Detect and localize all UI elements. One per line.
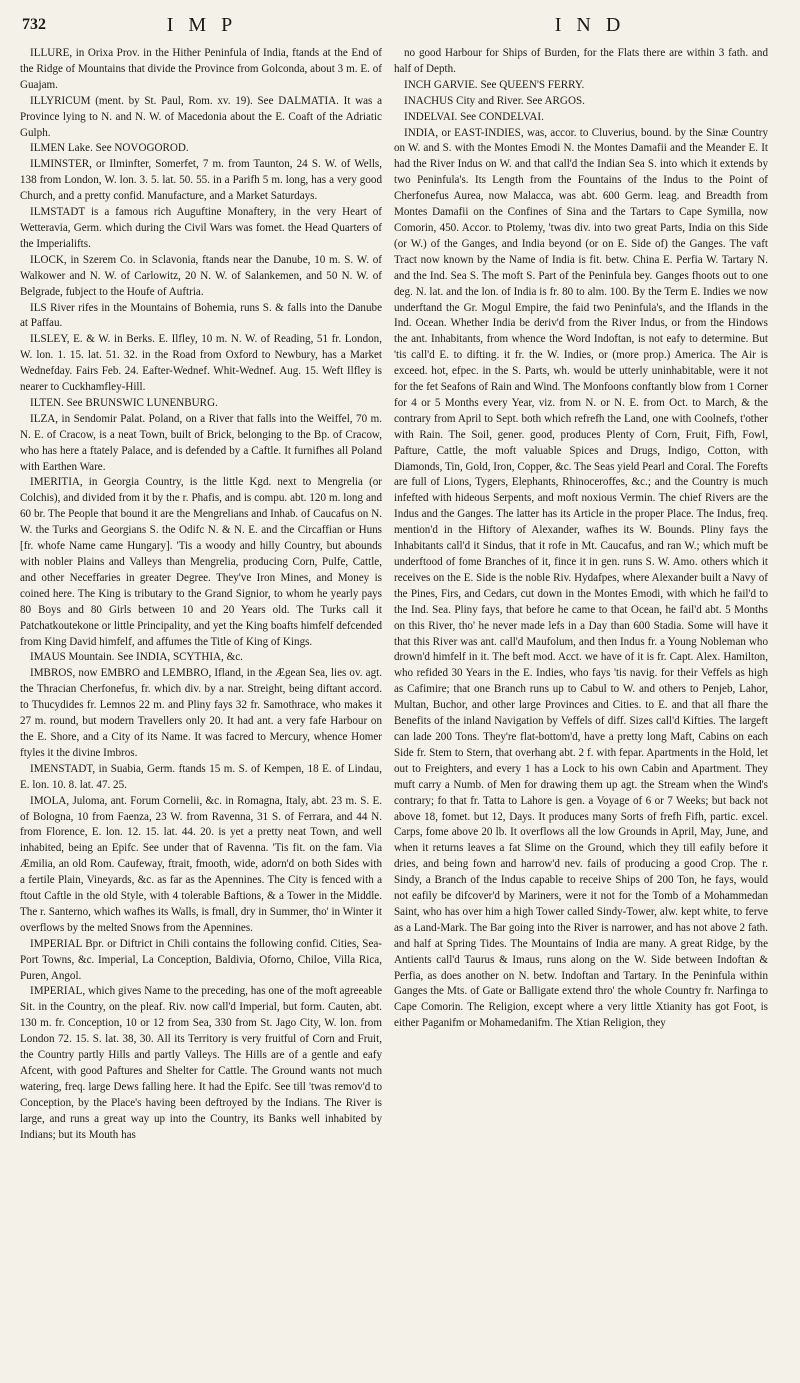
gazetteer-entry: ILMSTADT is a famous rich Auguftine Monaftery, in the very Heart of Wetteravia, Germ. which during the Civil Wars was fomet. the Head Quarters of the Imperialifts.: [20, 206, 382, 250]
gazetteer-entry: INCH GARVIE. See QUEEN'S FERRY.: [404, 78, 585, 91]
gazetteer-entry: IMOLA, Juloma, ant. Forum Cornelii, &c. in Romagna, Italy, abt. 23 m. S. E. of Bologna, 10 from Faenza, 23 W. from Ravenna, 31 S. of Ferrara, and 44 N. from Florence, E. lon. 12. 15. lat. 44. 20. is yet a pretty neat Town, and well inhabited, being an Epifc. See under that of Ravenna. 'Tis fit. on the fam. Via Æmilia, an old Rom. Caufeway, ftrait, fmooth, wide, adorn'd on both Sides with a fertile Plain, Vineyards, &c. as far as the Apennines. The City is fenced with a ftout Caftle in the old Style, with 4 tolerable Baftions, & a Tower in the Middle. The r. Santerno, which wafhes its Walls, is fmall, dry in Summer, tho' in Winter it overflows by the melted Snows from the Apennines.: [20, 794, 382, 934]
right-column: [394, 46, 768, 1032]
gazetteer-entry: ILTEN. See BRUNSWIC LUNENBURG.: [30, 396, 218, 409]
gazetteer-entry: ILS River rifes in the Mountains of Bohemia, runs S. & falls into the Danube at Paffau.: [20, 301, 382, 330]
gazetteer-entry: IMBROS, now EMBRO and LEMBRO, Ifland, in the Ægean Sea, lies ov. agt. the Thracian Cherfonefus, fr. which div. by a nar. Streight, being diftant accord. to Thucydides fr. Lemnos 22 m. and Pliny fays 32 fr. Samothrace, who makes it 27 m. round, but modern Travellers only 20. It had ant. a very fafe Harbour on the E. Shore, and a City of its Name. It was facred to Mercury, whence Homer ftyles it the divine Imbros.: [20, 667, 382, 759]
gazetteer-entry: IMAUS Mountain. See INDIA, SCYTHIA, &c.: [30, 651, 243, 664]
gazetteer-entry: ILZA, in Sendomir Palat. Poland, on a River that falls into the Weiffel, 70 m. N. E. of Cracow, is a neat Town, built of Brick, belonging to the Bp. of Cracow, who has here a ftately Palace, and is defended by a Caftle. It furnifhes all Poland with Earthen Ware.: [20, 412, 382, 473]
page-number: 732: [22, 16, 46, 33]
gazetteer-entry: INDIA, or EAST-INDIES, was, accor. to Cluverius, bound. by the Sinæ Country on W. and S. with the Montes Emodi N. the Montes Damafii and the Meander E. It had the River Indus on W. and that call'd the Indian Sea S. into which it extends by two Peninfula's. Its Length from the Fountains of the Indus to the Point of Cherfonefus Aurea, now Malacca, was abt. 600 Germ. leag. and Breadth from Montes Damafii on the Confines of Sina and the Tartars to Cape Symilla, now Comorin, 450. Accor. to Ptolemy, 'twas div. into two great Parts, India on this Side (or W.) of the Ganges, and India beyond (or on E. Side of) the Ganges. The vaft Tract now known by the Name of India is fit. betw. China E. Perfia W. Tartary N. and the Ind. Sea S. The moft S. Part of the Peninfula bey. Ganges fhoots out to one deg. N. lat. and the lon. of India is fr. 80 to alm. 100. By the Term E. Indies we now underftand the Gr. Mogul Empire, the faid two Peninfula's, and the Iflands in the Ind. Ocean. Whether India be deriv'd from the River Indus, or from the Hindows the ant. Inhabitants, from whence the Word Indoftan, is not eafy to determine. But 'tis call'd E. to difting. it fr. the W. Indies, or (more prop.) America. The Air is exceed. hot, efpec. in the S. Parts, wh. would be utterly uninhabitable, were it not for the fet Seafons of Rain and Wind. The Monfoons conftantly blow from 1 Corner for 4 or 5 Months every Year, viz. from N. or N. E. from Oct. to March, & the contrary from April to Sept. both which refrefh the Land, one with Coolnefs, t'other with Rain. The Soil, gener. good, produces Plenty of Corn, Fruit, Fifh, Fowl, Pafture, Cattle, the moft valuable Spices and Drugs, Indigo, Cotton, with Diamonds, Tin, Gold, Iron, Copper, &c. The Seas yield Pearl and Coral. The Forefts are full of Lions, Tygers, Elephants, Rhinoceroffes, &c.; and the Country is much infefted with hideous Serpents, and moft noxious Vermin. The chief Rivers are the Indus and the Ganges. The latter has its Article in the proper Place. The Indus, freq. mention'd in the Hiftory of Alexander, wafhes its W. Bounds. Pliny fays the Inhabitants call'd it Sindus, that it rofe in Mt. Caucafus, and ran W.; which muft be underftood of fome Branches of it, fince it in gen. runs S. W. Amo. others which it receives on the E. Side is the noble Riv. Hydafpes, where Alexander built a Navy of the Pines, Firs, and Cedars, cut down in the Montes Emodi, with which he fail'd to the Ind. Sea. Pliny fays, that before he came to that Ocean, he fail'd abt. 5 Months on this River, tho' he never made lefs in a Day than 600 Stadia. Some will have it that this River was ant. call'd Maufolum, and then Indus fr. a Young Nobleman who drown'd himfelf in it. The beft mod. Acct. we have of it is fr. Capt. Alex. Hamilton, who refided 30 Years in the E. Indies, who fays 'tis navig. for their Veffels as high as Cafimire; that one Branch runs up to Cabul to W. and others to Penjeb, Lahor, Multan, Buchor, and other large Provinces and Cities. to E. and that all fhare the Benefits of the inland Navigation by Veffels of diff. Sizes call'd Kifties. The largeft can lade 200 Tons. They're flat-bottom'd, have a pretty long Maft, Cabins on each Side fr. Stem to Stern, that overhang abt. 2 f. with fepar. Apartments in the Hold, let out to Freighters, and every 1 has a Lock to his own Cabin and Apartment. They muft carry a Numb. of Men for drawing them up agt. the Stream when the Wind's contrary; fo that fr. Tatta to Lahore is gen. a Voyage of 6 or 7 Weeks; but back not above 18, fomet. but 12, Days. It produces many Sorts of frefh Fifh, partic. excel. Carps, fome above 20 lb. It overflows all the low Grounds in April, May, June, and when it returns leaves a fat Slime on the Ground, which they till eafily before it dries, and being fown and harrow'd nev. fails of producing a good Crop. The r. Sindy, a Branch of the Indus capable to receive Ships of 200 Ton, he fays, would not eafily be difcover'd by Mariners, were it not for the Tomb of a Mohammedan Saint, who has over him a high Tower called Sindy-Tower, alw. kept white, to ferve as a Land-Mark. The Bar going into the River is narrower, and has not above 2 fath. and half at Spring Tides. The Mountains of India are many. A great Ridge, by the Antients call'd Taurus & Imaus, runs along on the W. Side between Indoftan & Perfia, as does another on N. betw. Indoftan and Tartary. In the Peninfula within Ganges the Mts. of Gate or Balligate extend thro' the whole Country fr. Narfinga to Cape Comorin. The Religion, except where a very little Xtianity has got Foot, is either Paganifm or Mohamedanifm. The Xtian Religion, they: [394, 126, 768, 1030]
gazetteer-entry: ILSLEY, E. & W. in Berks. E. Ilfley, 10 m. N. W. of Reading, 51 fr. London, W. lon. 1. 15. lat. 51. 32. in the Road from Oxford to Newbury, has a Market Wednefday. Fairs Feb. 24. Eafter-Wednef. Whit-Wednef. Aug. 15. Weft Ilfley is nearer to Cuckhamfley-Hill.: [20, 333, 382, 394]
gazetteer-entry: IMPERIAL, which gives Name to the preceding, has one of the moft agreeable Sit. in the Country, on the pleaf. Riv. now call'd Imperial, but form. Cauten, abt. 130 m. fr. Conception, 10 or 12 from Sea, 330 from St. Jago City, W. lon. from London 72. 15. S. lat. 38, 30. All its Territory is very fruitful of Corn and Fruit, the Country partly Hills and partly Valleys. The Hills are of a gentle and eafy Afcent, with good Paftures and Shelter for Cattle. The Ground wants not much watering, freq. large Dews falling here. It had the Epifc. See till 'twas remov'd to Conception, by the Place's having been deftroyed by the Indians. The River is large, and runs a great way up into the Country, its Banks well inhabited by Indians; but its Mouth has: [20, 985, 382, 1141]
gazetteer-entry: INDELVAI. See CONDELVAI.: [404, 110, 544, 123]
gazetteer-entry: IMERITIA, in Georgia Country, is the little Kgd. next to Mengrelia (or Colchis), and divided from it by the r. Phafis, and is compu. abt. 120 m. long and 60 br. The People that bound it are the Mengrelians and Inhab. of Caucafus on N. W. the Turks and Georgians S. the Odifc N. & N. E. and the Circaffian or Huns [fr. whofe Name came Hungary]. 'Tis a woody and hilly Country, but abounds with nobler Plains and Valleys than Mengrelia, producing Corn, Pulfe, Cattle, and other Neceffaries in greater Degree. They've Iron Mines, and Money is coined here. The King is tributary to the Grand Signior, to whom he yearly pays 80 Boys and 80 Girls between 10 and 20 Years old. The Turks call it Patchatkoutekone or little Principality, and yet the King boafts himfelf defcended from King David himfelf, and affumes the Title of King of Kings.: [20, 476, 382, 648]
gazetteer-entry: ILOCK, in Szerem Co. in Sclavonia, ftands near the Danube, 10 m. S. W. of Walkower and N. W. of Carlowitz, 20 N. W. of Salankemen, and 50 N. W. of Belgrade, fubject to the Houfe of Auftria.: [20, 253, 382, 298]
gazetteer-entry: ILLURE, in Orixa Prov. in the Hither Peninfula of India, ftands at the End of the Ridge of Mountains that divide the Province from Golconda, about 3 m. E. of Guajam.: [20, 47, 382, 91]
left-column: [20, 46, 382, 1144]
running-head-right: I N D: [554, 14, 626, 36]
gazetteer-entry: INACHUS City and River. See ARGOS.: [404, 94, 585, 107]
gazetteer-entry: IMENSTADT, in Suabia, Germ. ftands 15 m. S. of Kempen, 18 E. of Lindau, E. lon. 10. 8. lat. 47. 25.: [20, 762, 382, 791]
gazetteer-entry: no good Harbour for Ships of Burden, for the Flats there are within 3 fath. and half of Depth.: [394, 47, 768, 75]
gazetteer-entry: ILMEN Lake. See NOVOGOROD.: [30, 142, 189, 155]
gazetteer-entry: IMPERIAL Bpr. or Diftrict in Chili contains the following confid. Cities, Sea-Port Towns, &c. Imperial, La Conception, Baldivia, Oforno, Chiloe, Villa Rica, Puren, Angol.: [20, 937, 382, 982]
running-head-left: I M P: [166, 14, 238, 36]
gazetteer-entry: ILLYRICUM (ment. by St. Paul, Rom. xv. 19). See DALMATIA. It was a Province lying to N. and N. W. of Macedonia about the E. Coaft of the Adriatic Gulph.: [20, 94, 382, 139]
gazetteer-entry: ILMINSTER, or Ilminfter, Somerfet, 7 m. from Taunton, 24 S. W. of Wells, 138 from London, W. lon. 3. 5. lat. 50. 55. in a Parifh 5 m. long, has a very good Church, and a pretty confid. Manufacture, and a Market Saturdays.: [20, 158, 382, 203]
page-header: [22, 10, 772, 42]
